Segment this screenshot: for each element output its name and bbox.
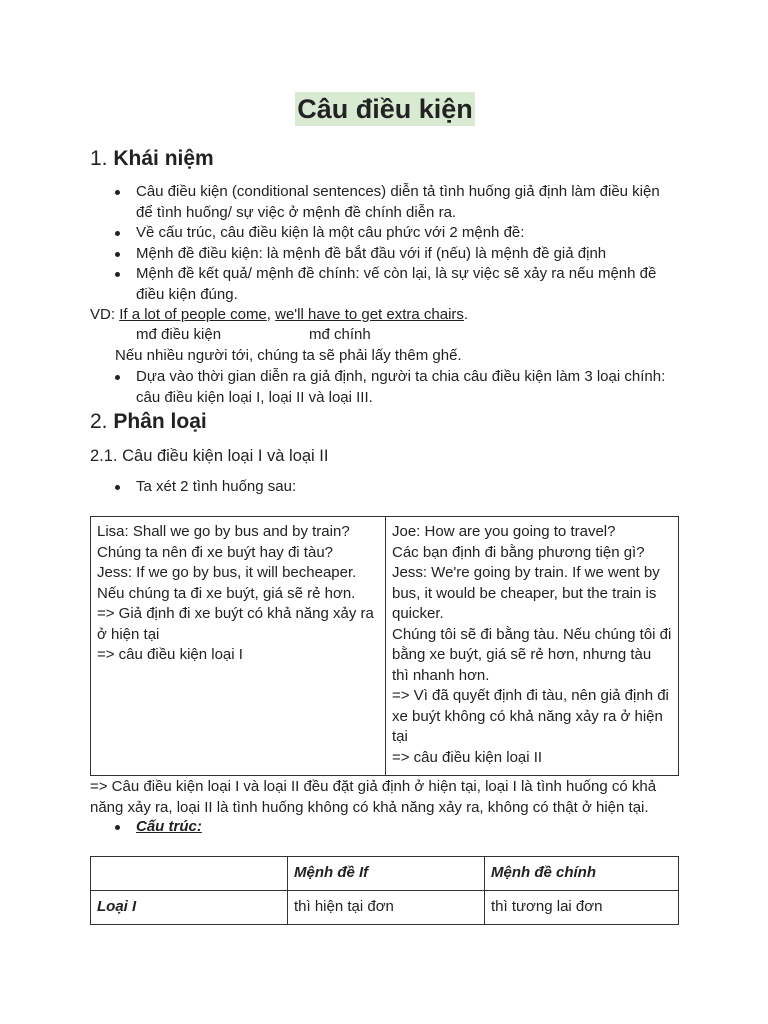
situation-cell-right [386,517,679,776]
cell-line: Lisa: Shall we go by bus and by train? [97,523,350,540]
cell-line: Chúng ta nên đi xe buýt hay đi tàu? [97,543,334,561]
section2-subheading: 2.1. Câu điều kiện loại I và loại II [90,447,329,465]
example-label-main: mđ chính [309,326,371,343]
row-label-cell: Loại I [91,891,288,925]
table-row [91,891,679,925]
example-prefix: VD: [90,306,116,323]
structure-label: Cấu trúc: [136,818,202,835]
title-wrap [90,92,680,126]
list-item: Mệnh đề điều kiện: là mệnh đề bắt đầu với if (nếu) là mệnh đề giả định [90,244,680,265]
cell-line: => Vì đã quyết định đi tàu, nên giả định đi xe buýt không có khả năng xảy ra ở hiện tại [392,687,669,745]
cell-line: Nếu chúng ta đi xe buýt, giá sẽ rẻ hơn. [97,584,356,602]
list-item: Ta xét 2 tình huống sau: [90,477,680,498]
list-item: Câu điều kiện (conditional sentences) diễn tả tình huống giả định làm điều kiện để tình huống/ sự việc ở mệnh đề chính diễn ra. [90,182,680,223]
list-item: Về cấu trúc, câu điều kiện là một câu phức với 2 mệnh đề: [90,223,680,244]
list-item: Mệnh đề kết quả/ mệnh đề chính: vế còn lại, là sự việc sẽ xảy ra nếu mệnh đề điều kiện đúng. [90,264,680,305]
example-label-if: mđ điều kiện [136,326,222,343]
cell-line: Các bạn định đi bằng phương tiện gì? [392,543,645,561]
example-clause-if: If a lot of people come [119,306,267,323]
table-header-row [91,857,679,891]
header-cell-if-clause: Mệnh đề If [288,857,485,891]
document-title: Câu điều kiện [297,94,473,124]
list-item: Dựa vào thời gian diễn ra giả định, người ta chia câu điều kiện làm 3 loại chính: câu điều kiện loại I, loại II và loại III. [90,367,680,408]
cell-line: Jess: We're going by train. If we went by bus, it would be cheaper, but the train is quicker. [392,564,660,622]
table-row [91,517,679,776]
section1-title: Khái niệm [113,147,214,170]
cell-line: Joe: How are you going to travel? [392,523,616,540]
cell-line: Chúng tôi sẽ đi bằng tàu. Nếu chúng tôi đi bằng xe buýt, giá sẽ rẻ hơn, nhưng tàu thì nhanh hơn. [392,625,672,684]
cell-line: => Giả định đi xe buýt có khả năng xảy ra ở hiện tại [97,605,374,643]
table-cell: thì tương lai đơn [485,891,679,925]
section1-number: 1. [90,147,108,170]
example-comma: , [266,306,271,323]
situations-table [90,516,679,776]
table-cell: thì hiện tại đơn [288,891,485,925]
list-item [90,817,680,838]
section2-number: 2. [90,410,108,433]
structure-bullet [90,817,680,838]
structure-table [90,856,679,925]
example-period: . [463,306,469,323]
section2-heading [90,409,207,435]
situation-cell-left [91,517,386,776]
section2-title: Phân loại [113,410,207,433]
cell-line: => câu điều kiện loại I [97,646,243,663]
conclusion-text: => Câu điều kiện loại I và loại II đều đặt giả định ở hiện tại, loại I là tình huống có khả năng xảy ra, loại II là tình huống không có khả năng xảy ra, không có thật ở hiện tại. [90,778,657,816]
example-line [90,305,680,326]
cell-line: => câu điều kiện loại II [392,748,543,766]
header-cell-main-clause: Mệnh đề chính [485,857,679,891]
section1-bullets-2 [90,367,680,408]
cell-line: Jess: If we go by bus, it will becheaper. [97,564,357,581]
section1-heading [90,146,214,172]
section1-bullets [90,182,680,305]
example-clause-main: we'll have to get extra chairs [275,306,464,323]
example-translation: Nếu nhiều người tới, chúng ta sẽ phải lấy thêm ghế. [115,347,462,364]
section2-bullets [90,477,680,498]
header-cell-empty [91,857,288,891]
